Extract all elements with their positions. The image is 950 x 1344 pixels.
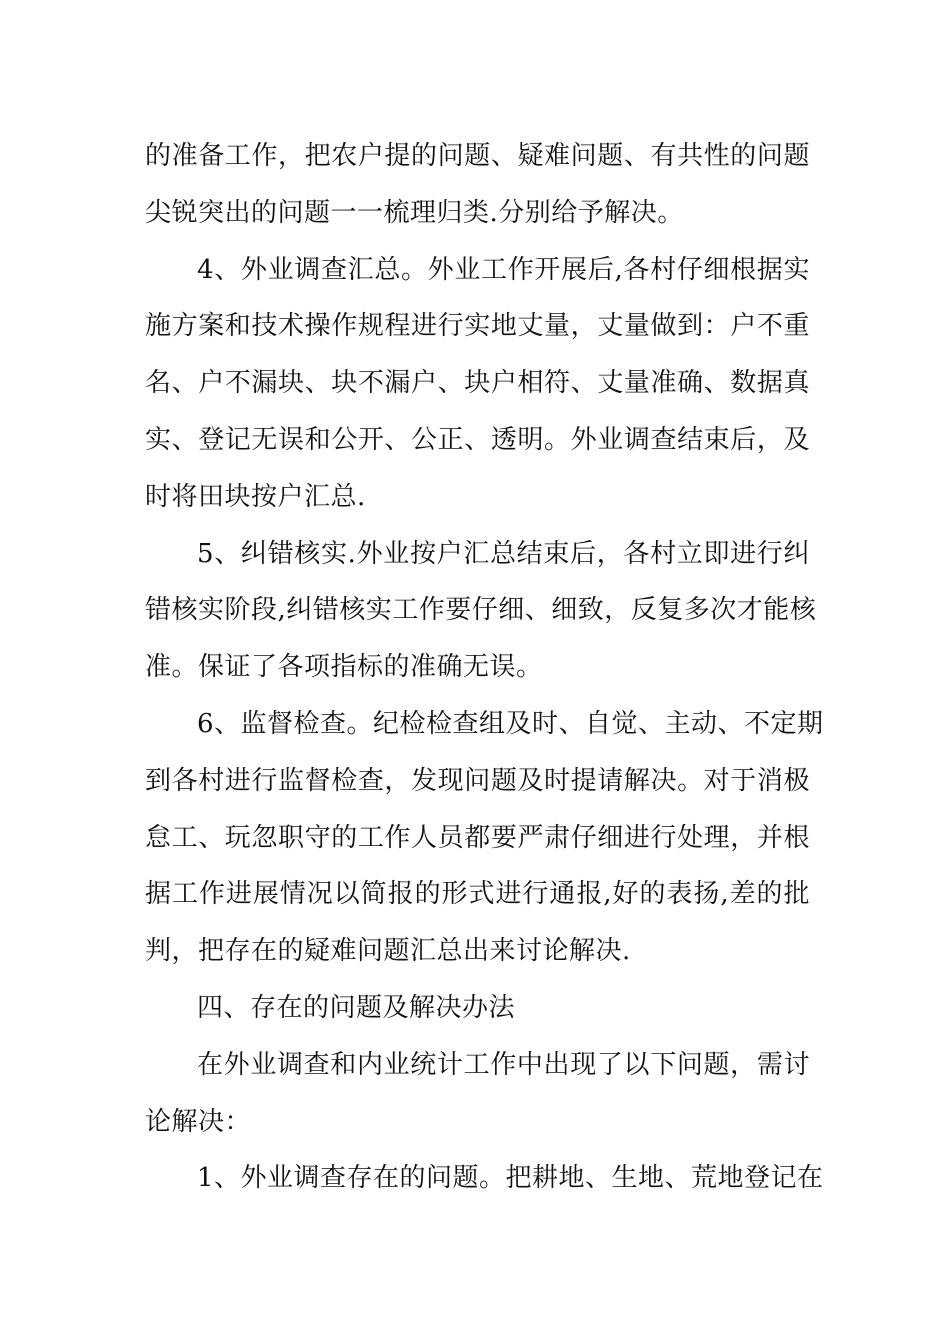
text-line: 据工作进展情况以简报的形式进行通报,好的表扬,差的批 xyxy=(145,879,810,910)
text-line: 尖锐突出的问题一一梳理归类.分别给予解决。 xyxy=(145,197,684,228)
text-line: 错核实阶段,纠错核实工作要仔细、细致，反复多次才能核 xyxy=(145,595,817,626)
text-line: 到各村进行监督检查，发现问题及时提请解决。对于消极 xyxy=(145,765,810,796)
document-body xyxy=(145,128,824,1207)
text-line: 实、登记无误和公开、公正、透明。外业调查结束后，及 xyxy=(145,424,810,455)
text-line: 名、户不漏块、块不漏户、块户相符、丈量准确、数据真 xyxy=(145,368,810,399)
text-line: 在外业调查和内业统计工作中出现了以下问题，需讨 xyxy=(197,1049,810,1080)
text-line: 时将田块按户汇总. xyxy=(145,481,366,512)
text-line: 怠工、玩忽职守的工作人员都要严肃仔细进行处理，并根 xyxy=(145,822,810,853)
text-line: 6、监督检查。纪检检查组及时、自觉、主动、不定期 xyxy=(197,708,824,739)
text-line: 判，把存在的疑难问题汇总出来讨论解决. xyxy=(145,936,631,967)
section-heading: 四、存在的问题及解决办法 xyxy=(197,992,516,1023)
text-line: 论解决： xyxy=(145,1106,252,1137)
text-line: 准。保证了各项指标的准确无误。 xyxy=(145,652,543,683)
text-line: 4、外业调查汇总。外业工作开展后,各村仔细根据实 xyxy=(197,254,810,285)
text-line: 的准备工作，把农户提的问题、疑难问题、有共性的问题 xyxy=(145,141,810,171)
text-line: 5、纠错核实.外业按户汇总结束后，各村立即进行纠 xyxy=(197,538,810,569)
text-line: 施方案和技术操作规程进行实地丈量，丈量做到：户不重 xyxy=(145,311,810,342)
text-line: 1、外业调查存在的问题。把耕地、生地、荒地登记在 xyxy=(197,1163,824,1194)
